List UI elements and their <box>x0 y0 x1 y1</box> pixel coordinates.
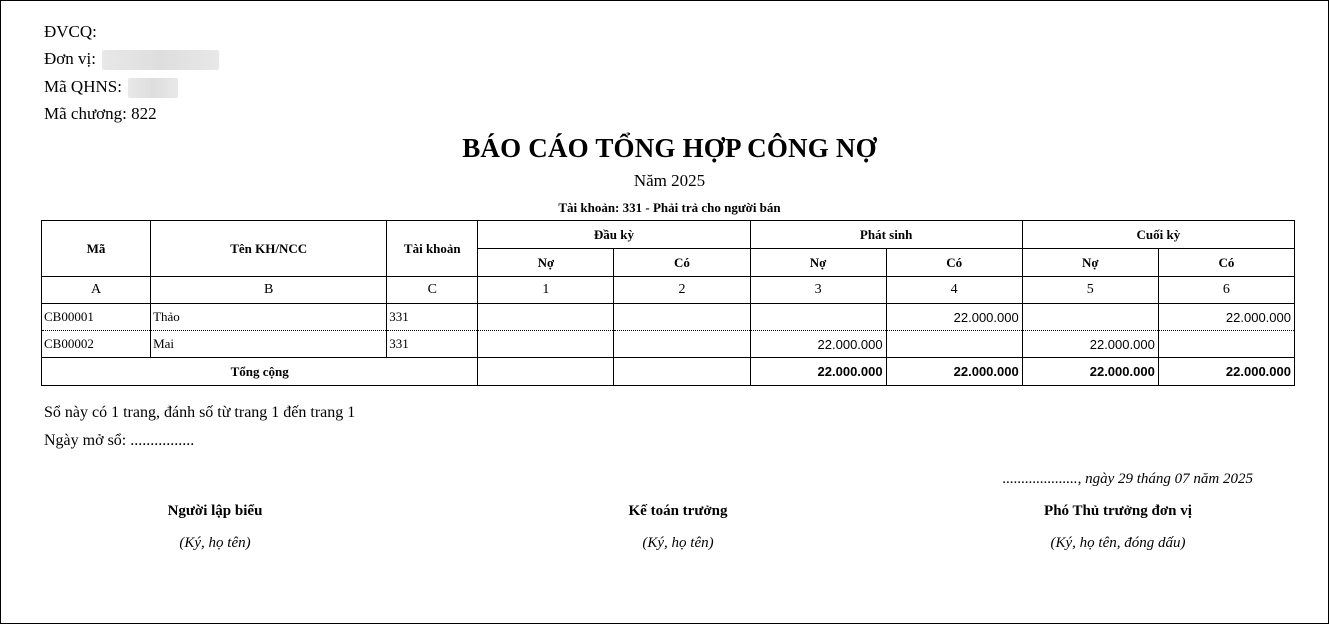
don-vi-line <box>44 49 219 70</box>
signature-hint: (Ký, họ tên, đóng dấu) <box>1050 535 1186 551</box>
col-header-ps-co: Có <box>886 249 1022 277</box>
col-header-ps-no: Nợ <box>750 249 886 277</box>
signature-hint: (Ký, họ tên) <box>642 535 714 551</box>
table-row <box>42 304 1295 331</box>
cell-ps-no: 22.000.000 <box>750 331 886 358</box>
cell-ck-no <box>1022 304 1158 331</box>
col-group-cuoi-ky: Cuối kỳ <box>1022 221 1294 249</box>
signature-role: Kế toán trưởng <box>628 503 728 519</box>
cell-dk-no <box>478 331 614 358</box>
col-header-ten: Tên KH/NCC <box>151 221 387 277</box>
cell-ten: Thảo <box>151 304 387 331</box>
signature-role: Người lập biểu <box>167 503 263 519</box>
col-group-dau-ky: Đầu kỳ <box>478 221 750 249</box>
signature-deputy-head <box>968 501 1268 553</box>
signature-hint: (Ký, họ tên) <box>179 535 251 551</box>
header-row-1 <box>42 221 1295 249</box>
total-dk-no <box>478 358 614 386</box>
column-code: 4 <box>886 277 1022 304</box>
column-code: 1 <box>478 277 614 304</box>
don-vi-label: Đơn vị: <box>44 49 96 68</box>
cell-tai-khoan: 331 <box>387 304 478 331</box>
column-code: A <box>42 277 151 304</box>
signature-chief-accountant <box>528 501 828 553</box>
cell-dk-co <box>614 304 750 331</box>
col-group-phat-sinh: Phát sinh <box>750 221 1022 249</box>
signing-date: ...................., ngày 29 tháng 07 năm 2025 <box>1002 471 1253 487</box>
cell-ps-co <box>886 331 1022 358</box>
column-code: 2 <box>614 277 750 304</box>
column-code: B <box>151 277 387 304</box>
open-date: Ngày mở sổ: ................ <box>44 432 195 449</box>
total-dk-co <box>614 358 750 386</box>
column-code: 3 <box>750 277 886 304</box>
col-header-ck-co: Có <box>1158 249 1294 277</box>
ma-qhns-line <box>44 77 178 98</box>
cell-ps-no <box>750 304 886 331</box>
total-ps-co: 22.000.000 <box>886 358 1022 386</box>
col-header-ma: Mã <box>42 221 151 277</box>
cell-ck-no: 22.000.000 <box>1022 331 1158 358</box>
report-account: Tài khoản: 331 - Phải trả cho người bán <box>558 200 781 215</box>
cell-tai-khoan: 331 <box>387 331 478 358</box>
cell-ten: Mai <box>151 331 387 358</box>
cell-ma: CB00002 <box>42 331 151 358</box>
col-header-tai-khoan: Tài khoản <box>387 221 478 277</box>
col-header-dk-no: Nợ <box>478 249 614 277</box>
report-title: BÁO CÁO TỔNG HỢP CÔNG NỢ <box>462 133 877 163</box>
total-ck-co: 22.000.000 <box>1158 358 1294 386</box>
ma-chuong-line: Mã chương: 822 <box>44 104 157 123</box>
total-ps-no: 22.000.000 <box>750 358 886 386</box>
signature-preparer <box>65 501 365 553</box>
cell-dk-co <box>614 331 750 358</box>
debt-summary-table <box>41 220 1295 386</box>
pages-note: Sổ này có 1 trang, đánh số từ trang 1 đến trang 1 <box>44 404 356 421</box>
column-code: C <box>387 277 478 304</box>
signature-role: Phó Thủ trưởng đơn vị <box>1044 503 1192 519</box>
total-row <box>42 358 1295 386</box>
col-header-ck-no: Nợ <box>1022 249 1158 277</box>
cell-ck-co <box>1158 331 1294 358</box>
cell-dk-no <box>478 304 614 331</box>
report-year: Năm 2025 <box>633 171 706 190</box>
column-code: 5 <box>1022 277 1158 304</box>
table-row <box>42 331 1295 358</box>
cell-ma: CB00001 <box>42 304 151 331</box>
column-code-row <box>42 277 1295 304</box>
col-header-dk-co: Có <box>614 249 750 277</box>
total-ck-no: 22.000.000 <box>1022 358 1158 386</box>
cell-ck-co: 22.000.000 <box>1158 304 1294 331</box>
total-label: Tổng cộng <box>42 358 478 386</box>
don-vi-redacted-value <box>102 50 219 70</box>
ma-qhns-label: Mã QHNS: <box>44 77 122 96</box>
dvcq-line: ĐVCQ: <box>44 22 97 41</box>
cell-ps-co: 22.000.000 <box>886 304 1022 331</box>
column-code: 6 <box>1158 277 1294 304</box>
ma-qhns-redacted-value <box>128 78 178 98</box>
